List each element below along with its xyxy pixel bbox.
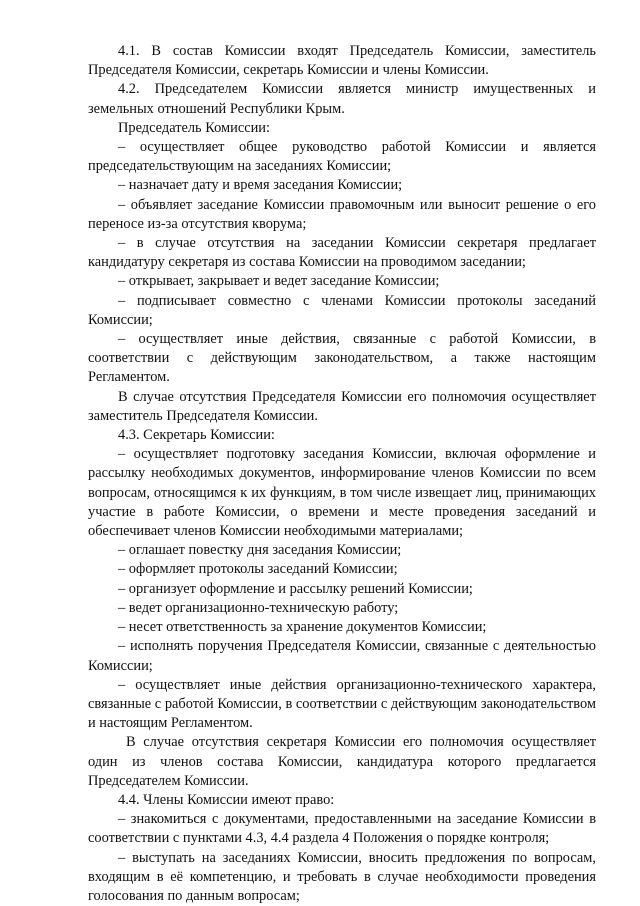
- list-item: – осуществляет иные действия организационно-технического характера, связанные с работой Комиссии, в соответствии с действующим законодательством и настоящим Регламентом.: [88, 676, 596, 732]
- list-item: – открывает, закрывает и ведет заседание Комиссии;: [118, 273, 440, 290]
- document-body: [88, 42, 596, 906]
- list-item: – несет ответственность за хранение документов Комиссии;: [118, 619, 487, 636]
- list-item: – в случае отсутствия на заседании Комиссии секретаря предлагает кандидатуру секретаря из состава Комиссии на проводимом заседании;: [88, 235, 596, 271]
- list-item: – организует оформление и рассылку решений Комиссии;: [118, 580, 473, 597]
- list-item: – объявляет заседание Комиссии правомочным или выносит решение о его переносе из-за отсутствия кворума;: [88, 196, 596, 232]
- list-item: – подписывает совместно с членами Комиссии протоколы заседаний Комиссии;: [88, 292, 596, 328]
- list-item: – оформляет протоколы заседаний Комиссии;: [118, 561, 398, 578]
- list-item: – ведет организационно-техническую работу;: [118, 599, 399, 616]
- list-item: – оглашает повестку дня заседания Комиссии;: [118, 542, 402, 559]
- chairman-heading: Председатель Комиссии:: [118, 119, 271, 136]
- list-item: – назначает дату и время заседания Комиссии;: [118, 177, 403, 194]
- list-item: – осуществляет иные действия, связанные с работой Комиссии, в соответствии с действующим законодательством, а также настоящим Регламентом.: [88, 331, 596, 386]
- paragraph-4-1: 4.1. В состав Комиссии входят Председатель Комиссии, заместитель Председателя Комиссии, секретарь Комиссии и члены Комиссии.: [88, 43, 596, 79]
- list-item: – знакомиться с документами, предоставленными на заседание Комиссии в соответствии с пунктами 4.3, 4.4 раздела 4 Положения о порядке контроля;: [88, 811, 596, 847]
- deputy-paragraph: В случае отсутствия Председателя Комиссии его полномочия осуществляет заместитель Председателя Комиссии.: [88, 388, 596, 424]
- list-item: – осуществляет общее руководство работой Комиссии и является председательствующим на заседаниях Комиссии;: [88, 139, 596, 175]
- secretary-substitute-paragraph: В случае отсутствия секретаря Комиссии его полномочия осуществляет один из членов состава Комиссии, кандидатура которого предлагается Председателем Комиссии.: [88, 734, 596, 789]
- list-item: – осуществляет подготовку заседания Комиссии, включая оформление и рассылку необходимых документов, информирование членов Комиссии по всем вопросам, относящимся к их функциям, в том числе извещает лиц, принимающих участие в работе Комиссии, о времени и месте проведения заседаний и обеспечивает членов Комиссии необходимыми материалами;: [88, 446, 596, 540]
- paragraph-4-2: 4.2. Председателем Комиссии является министр имущественных и земельных отношений Республики Крым.: [88, 81, 596, 117]
- paragraph-4-4: 4.4. Члены Комиссии имеют право:: [118, 791, 335, 808]
- paragraph-4-3: 4.3. Секретарь Комиссии:: [118, 427, 275, 444]
- list-item: – исполнять поручения Председателя Комиссии, связанные с деятельностью Комиссии;: [88, 638, 596, 674]
- list-item: – выступать на заседаниях Комиссии, вносить предложения по вопросам, входящим в её компетенцию, и требовать в случае необходимости проведения голосования по данным вопросам;: [88, 849, 596, 904]
